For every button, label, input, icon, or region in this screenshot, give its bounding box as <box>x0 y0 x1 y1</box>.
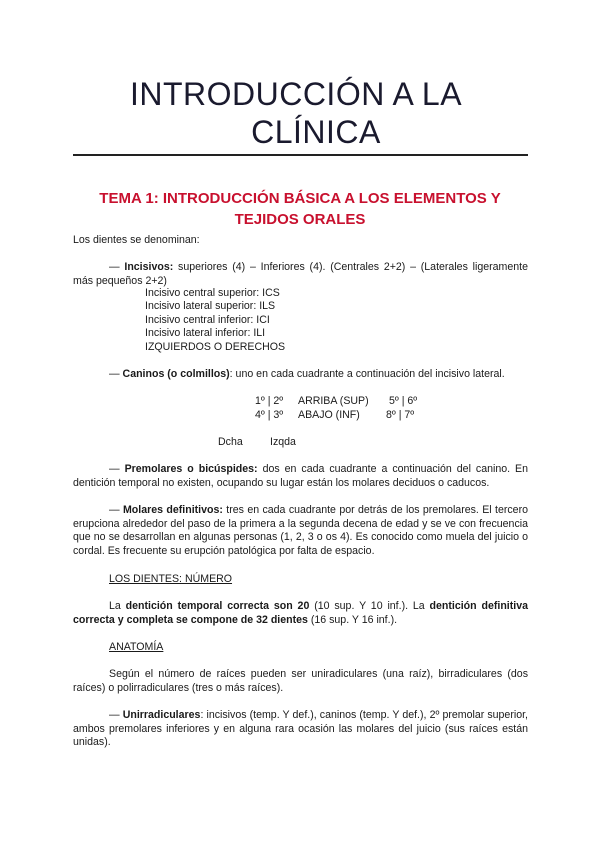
premolares-dash: — <box>109 463 125 475</box>
molares-text: tres en cada cuadrante por detrás de los premolares. El tercero erupciona alrededor del paso de la primera a la segunda decena de edad y se ve con frecuencia que no se desarrollan en algunas personas (1, 2, 3 o os 4). Es conocido como muela del juicio o cordal. Es frecuente su erupción patológica por falta de espacio. <box>73 504 528 557</box>
incisivos-dash: — <box>109 261 125 273</box>
numero-pre: La <box>109 600 126 612</box>
numero-mid: (10 sup. Y 10 inf.). La <box>309 600 430 612</box>
numero-post: (16 sup. Y 16 inf.). <box>307 613 398 626</box>
premolares-paragraph <box>73 463 528 490</box>
quadrant-lower-label: ABAJO (INF) <box>298 409 360 421</box>
quadrant-upper-label: ARRIBA (SUP) <box>298 395 369 407</box>
izqda-label: Izqda <box>270 436 296 448</box>
molares-paragraph <box>73 504 528 558</box>
numero-paragraph <box>73 600 528 627</box>
numero-bold-definitiva: dentición definitiva correcta y completa se compone de 32 dientes <box>73 600 528 626</box>
unirradiculares-label: Unirradiculares <box>122 709 201 721</box>
unirradiculares-paragraph <box>73 709 528 750</box>
incisivo-list-item: IZQUIERDOS O DERECHOS <box>145 341 286 353</box>
incisivo-list-item: Incisivo central inferior: ICI <box>145 314 270 326</box>
incisivo-list-item: Incisivo central superior: ICS <box>145 287 280 299</box>
molares-label: Molares definitivos: <box>122 504 223 516</box>
quadrant-lower-left: 8º | 7º <box>386 409 415 421</box>
caninos-text: : uno en cada cuadrante a continuación del incisivo lateral. <box>229 368 505 380</box>
premolares-label: Premolares o bicúspides: <box>124 463 258 475</box>
caninos-dash: — <box>109 368 123 380</box>
incisivos-text: superiores (4) – Inferiores (4). (Centrales 2+2) – (Laterales ligeramente más pequeños 2+2) <box>73 261 528 287</box>
caninos-label: Caninos (o colmillos) <box>122 368 230 380</box>
incisivos-paragraph <box>73 261 528 288</box>
numero-heading: LOS DIENTES: NÚMERO <box>109 573 233 585</box>
incisivo-list-item: Incisivo lateral superior: ILS <box>145 300 276 312</box>
incisivo-list-item: Incisivo lateral inferior: ILI <box>145 327 266 339</box>
quadrant-upper-left: 5º | 6º <box>389 395 418 407</box>
topic-heading-line1: TEMA 1: INTRODUCCIÓN BÁSICA A LOS ELEMENTOS Y <box>99 190 501 207</box>
quadrant-lower-right: 4º | 3º <box>255 409 284 421</box>
dcha-label: Dcha <box>218 436 243 448</box>
incisivos-label: Incisivos: <box>124 261 174 273</box>
caninos-paragraph <box>109 368 505 382</box>
unirradiculares-text: : incisivos (temp. Y def.), caninos (temp. Y def.), 2º premolar superior, ambos premolares inferiores y en alguna rara ocasión las molares del juicio (sus raíces están unidas). <box>73 709 528 749</box>
numero-bold-temporal: dentición temporal correcta son 20 <box>125 600 310 612</box>
anatomia-heading: ANATOMÍA <box>109 641 164 653</box>
topic-heading-line2: TEJIDOS ORALES <box>234 211 366 228</box>
title-divider <box>73 154 528 156</box>
unirradiculares-dash: — <box>109 709 123 721</box>
document-title-line2: CLÍNICA <box>251 114 381 150</box>
premolares-text: dos en cada cuadrante a continuación del canino. En dentición temporal no existen, ocupando su lugar están los molares deciduos o caducos. <box>73 463 528 489</box>
molares-dash: — <box>109 504 123 516</box>
anatomia-paragraph: Según el número de raíces pueden ser uniradiculares (una raíz), birradiculares (dos raíces) o polirradiculares (tres o más raíces). <box>73 668 528 694</box>
quadrant-upper-right: 1º | 2º <box>255 395 284 407</box>
intro-text: Los dientes se denominan: <box>73 234 200 246</box>
document-title-line1: INTRODUCCIÓN A LA <box>129 76 463 112</box>
